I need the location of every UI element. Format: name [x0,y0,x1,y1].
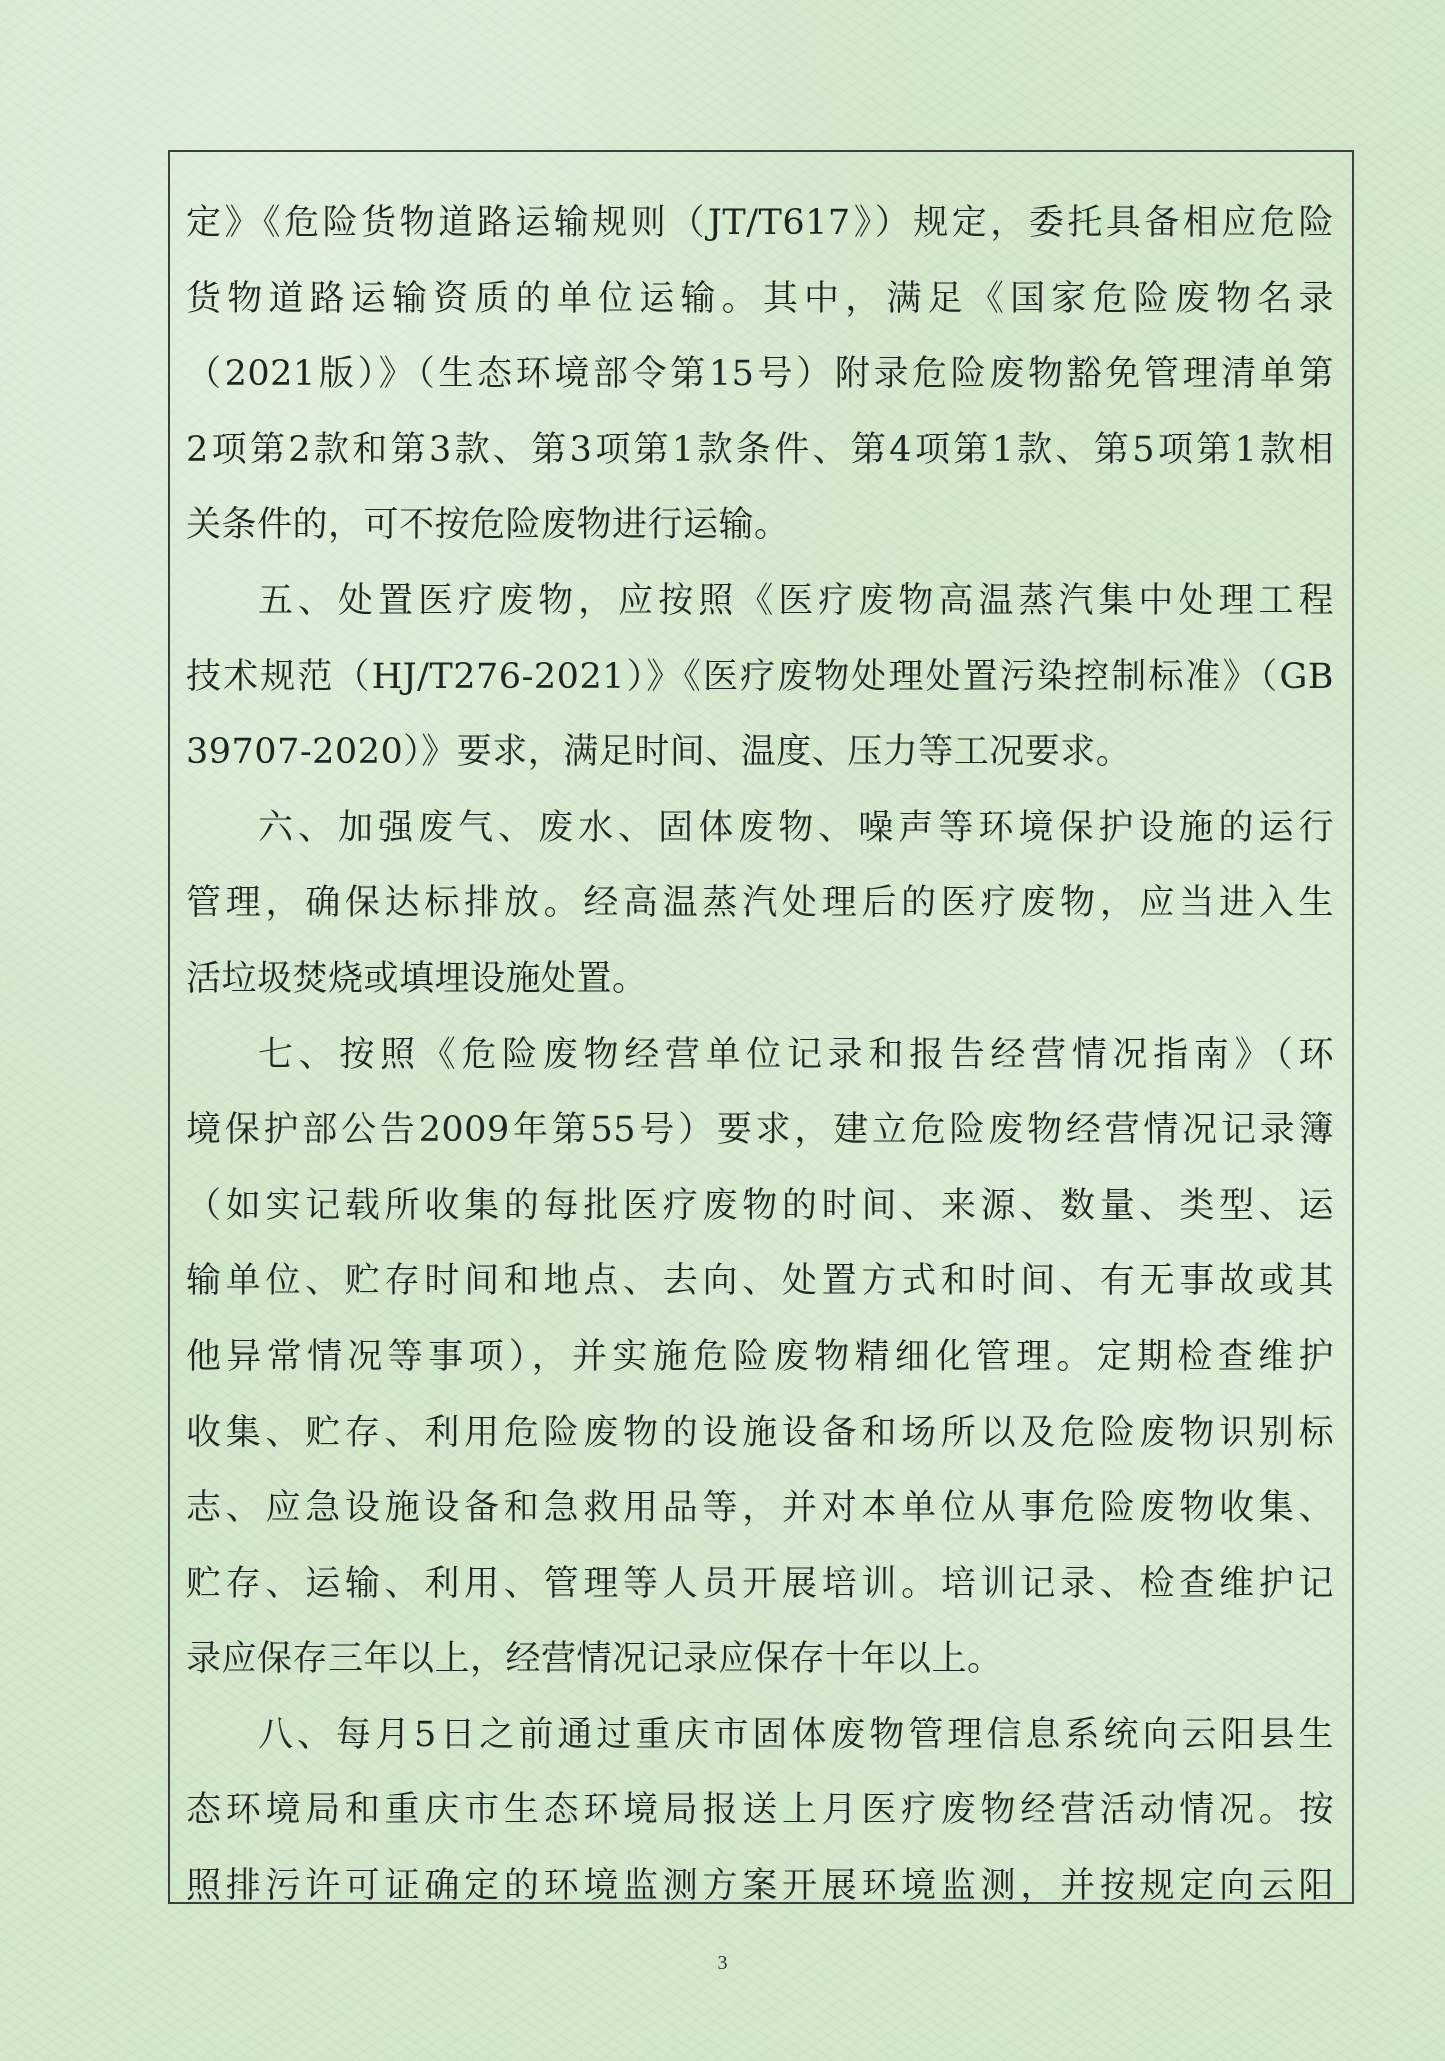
text-line: 收集、贮存、利用危险废物的设施设备和场所以及危险废物识别标 [186,1412,1334,1453]
text-line: 态环境局和重庆市生态环境局报送上月医疗废物经营活动情况。按 [186,1790,1334,1831]
text-line: 录应保存三年以上，经营情况记录应保存十年以上。 [186,1639,1003,1680]
text-line: 39707-2020）》要求，满足时间、温度、压力等工况要求。 [186,732,1132,773]
paragraph-start-line: 五、处置医疗废物，应按照《医疗废物高温蒸汽集中处理工程 [258,580,1334,621]
page-number: 3 [717,1952,728,1974]
text-line: （2021版）》（生态环境部令第15号）附录危险废物豁免管理清单第 [186,354,1334,395]
text-line: 技术规范（HJ/T276-2021）》《医疗废物处理处置污染控制标准》（GB [186,656,1334,697]
text-line: 志、应急设施设备和急救用品等，并对本单位从事危险废物收集、 [186,1488,1334,1529]
paragraph-start-line: 七、按照《危险废物经营单位记录和报告经营情况指南》（环 [258,1034,1334,1075]
text-line: 他异常情况等事项），并实施危险废物精细化管理。定期检查维护 [186,1336,1334,1377]
text-line: 2项第2款和第3款、第3项第1款条件、第4项第1款、第5项第1款相 [186,429,1334,470]
text-line: 照排污许可证确定的环境监测方案开展环境监测，并按规定向云阳 [186,1866,1334,1907]
document-body [186,186,1334,1925]
text-line: 定》《危险货物道路运输规则（JT/T617》）规定，委托具备相应危险 [186,203,1334,243]
text-line: 活垃圾焚烧或填埋设施处置。 [186,958,648,999]
text-line: 输单位、贮存时间和地点、去向、处置方式和时间、有无事故或其 [186,1261,1334,1302]
text-line: 关条件的，可不按危险废物进行运输。 [186,505,790,546]
paragraph-start-line: 六、加强废气、废水、固体废物、噪声等环境保护设施的运行 [258,807,1334,848]
text-line: 贮存、运输、利用、管理等人员开展培训。培训记录、检查维护记 [186,1563,1334,1604]
text-line: 境保护部公告2009年第55号）要求，建立危险废物经营情况记录簿 [186,1110,1334,1151]
paragraph-start-line: 八、每月5日之前通过重庆市固体废物管理信息系统向云阳县生 [258,1714,1334,1755]
text-line: 管理，确保达标排放。经高温蒸汽处理后的医疗废物，应当进入生 [186,883,1334,924]
text-line: 货物道路运输资质的单位运输。其中，满足《国家危险废物名录 [186,278,1334,319]
text-line: （如实记载所收集的每批医疗废物的时间、来源、数量、类型、运 [186,1185,1334,1226]
